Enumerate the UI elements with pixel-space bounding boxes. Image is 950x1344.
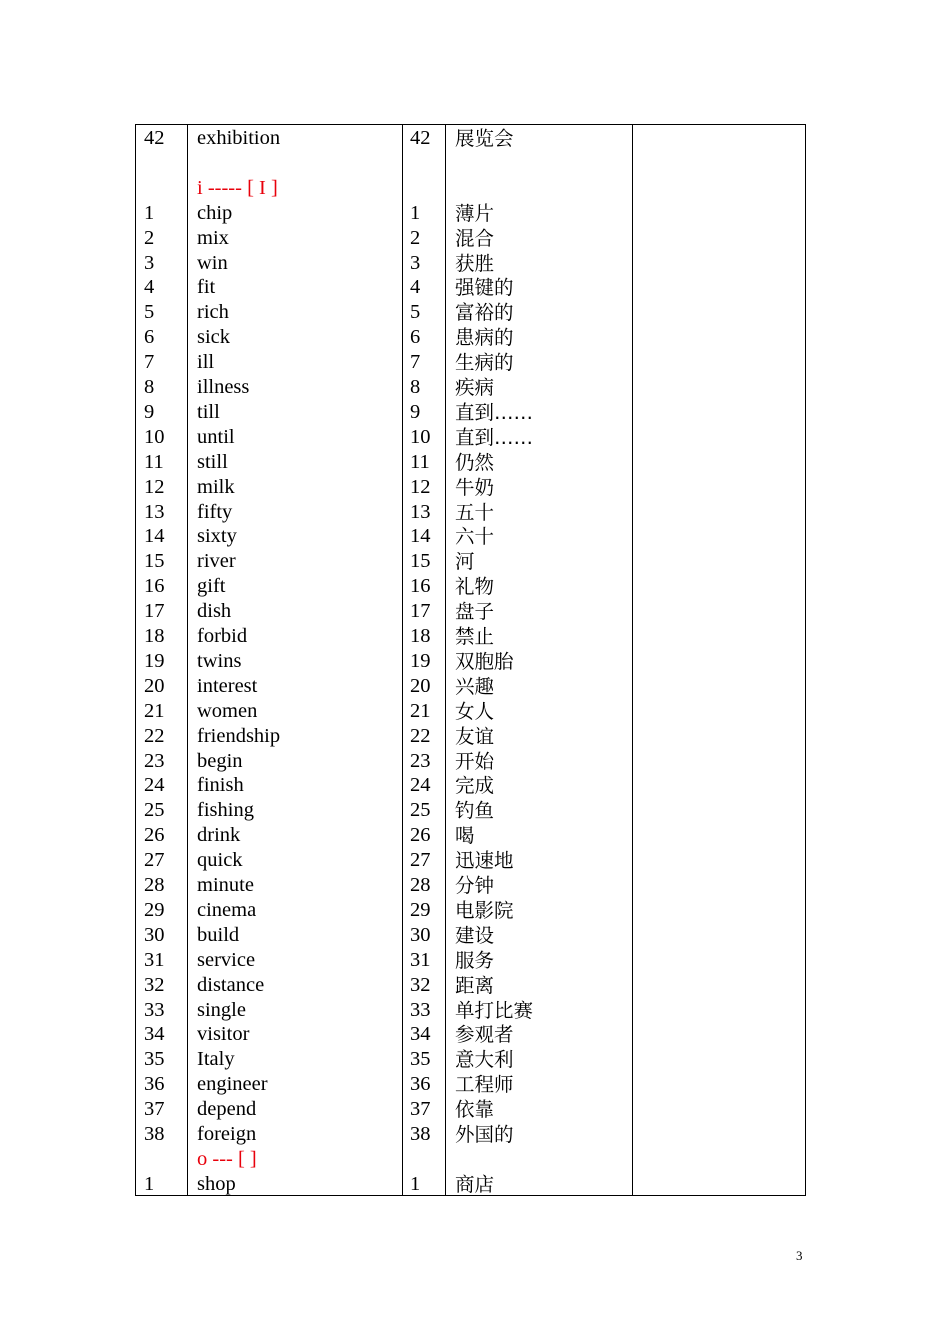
row-number: 19 xyxy=(410,649,431,672)
chinese-meaning: 外国的 xyxy=(455,1123,514,1146)
row-number: 27 xyxy=(410,849,431,872)
row-number: 17 xyxy=(410,600,431,623)
chinese-meaning: 生病的 xyxy=(455,351,514,375)
row-number: 14 xyxy=(410,525,431,548)
chinese-meaning: 电影院 xyxy=(455,898,514,922)
english-word: fit xyxy=(197,276,216,299)
row-number: 29 xyxy=(144,898,165,921)
english-word: river xyxy=(197,550,236,573)
english-word-column xyxy=(188,125,403,1195)
chinese-meaning: 仍然 xyxy=(455,450,495,474)
row-number: 7 xyxy=(144,351,155,374)
row-number: 26 xyxy=(144,824,165,847)
chinese-meaning: 获胜 xyxy=(455,251,495,275)
row-number: 10 xyxy=(144,425,165,448)
chinese-meaning: 患病的 xyxy=(455,326,514,350)
english-word: ill xyxy=(197,351,215,374)
english-word: cinema xyxy=(197,898,257,921)
chinese-meaning: 女人 xyxy=(455,699,495,723)
row-number: 33 xyxy=(410,998,431,1021)
row-number: 36 xyxy=(410,1073,431,1096)
english-word: fifty xyxy=(197,500,233,523)
english-word: shop xyxy=(197,1172,236,1195)
row-number: 33 xyxy=(144,998,165,1021)
row-number: 6 xyxy=(410,326,421,349)
english-word: service xyxy=(197,948,256,971)
row-number: 27 xyxy=(144,849,165,872)
chinese-meaning: 强键的 xyxy=(455,276,514,300)
english-word: exhibition xyxy=(197,127,281,149)
chinese-meaning: 单打比赛 xyxy=(455,998,534,1022)
english-word: engineer xyxy=(197,1073,268,1096)
english-word: sixty xyxy=(197,525,237,548)
chinese-meaning: 礼物 xyxy=(455,575,495,599)
chinese-meaning: 兴趣 xyxy=(455,674,495,698)
chinese-meaning: 盘子 xyxy=(455,600,495,624)
row-number: 42 xyxy=(144,127,165,149)
english-word: dish xyxy=(197,600,232,623)
row-number: 23 xyxy=(410,749,431,772)
chinese-meaning: 河 xyxy=(455,550,475,574)
chinese-meaning: 分钟 xyxy=(455,874,495,897)
english-word: interest xyxy=(197,674,258,697)
row-number: 8 xyxy=(410,376,421,398)
english-word: chip xyxy=(197,201,233,224)
english-word: fishing xyxy=(197,799,254,822)
row-number: 23 xyxy=(144,749,165,772)
english-word: forbid xyxy=(197,625,248,647)
row-number: 22 xyxy=(144,724,165,747)
row-number: 13 xyxy=(410,500,431,523)
chinese-meaning: 开始 xyxy=(455,749,495,773)
row-number: 6 xyxy=(144,326,155,349)
row-number: 19 xyxy=(144,649,165,672)
blank-column xyxy=(633,125,805,1195)
row-number: 4 xyxy=(410,276,421,299)
row-number: 1 xyxy=(144,1172,155,1195)
row-number: 7 xyxy=(410,351,421,374)
english-word: depend xyxy=(197,1098,257,1121)
row-number: 30 xyxy=(410,923,431,946)
row-number: 25 xyxy=(410,799,431,822)
row-number: 28 xyxy=(410,874,431,896)
english-word: Italy xyxy=(197,1048,235,1071)
row-number: 4 xyxy=(144,276,155,299)
english-word: build xyxy=(197,923,240,946)
english-word: single xyxy=(197,998,246,1021)
row-number: 1 xyxy=(410,201,421,224)
english-word: quick xyxy=(197,849,243,872)
row-number: 31 xyxy=(410,948,431,971)
row-number: 3 xyxy=(144,251,155,274)
chinese-meaning: 混合 xyxy=(455,226,495,250)
row-number: 38 xyxy=(410,1123,431,1145)
chinese-meaning: 完成 xyxy=(455,774,495,798)
chinese-meaning-column xyxy=(446,125,633,1195)
english-word: begin xyxy=(197,749,243,772)
row-number: 24 xyxy=(410,774,431,797)
row-number: 38 xyxy=(144,1123,165,1145)
chinese-meaning: 牛奶 xyxy=(455,475,495,499)
row-number: 21 xyxy=(410,699,431,722)
chinese-meaning: 喝 xyxy=(455,824,475,848)
row-number: 18 xyxy=(144,625,165,647)
row-number: 16 xyxy=(144,575,165,598)
english-word: distance xyxy=(197,973,265,996)
row-number: 34 xyxy=(144,1023,165,1046)
row-number: 5 xyxy=(144,301,155,324)
row-number: 17 xyxy=(144,600,165,623)
chinese-meaning: 薄片 xyxy=(455,201,495,225)
chinese-meaning: 工程师 xyxy=(455,1073,514,1097)
row-number: 30 xyxy=(144,923,165,946)
english-word: foreign xyxy=(197,1123,257,1145)
row-number: 20 xyxy=(410,674,431,697)
english-word: still xyxy=(197,450,228,473)
english-word: finish xyxy=(197,774,244,797)
row-number: 32 xyxy=(410,973,431,996)
row-number: 11 xyxy=(410,450,430,473)
english-word: women xyxy=(197,699,258,722)
row-number: 29 xyxy=(410,898,431,921)
chinese-meaning: 意大利 xyxy=(455,1048,514,1072)
row-number: 24 xyxy=(144,774,165,797)
english-word: win xyxy=(197,251,228,274)
chinese-meaning: 参观者 xyxy=(455,1023,514,1047)
english-word: drink xyxy=(197,824,241,847)
chinese-meaning: 双胞胎 xyxy=(455,649,514,673)
english-word: visitor xyxy=(197,1023,250,1046)
row-number: 1 xyxy=(410,1172,421,1195)
chinese-meaning: 六十 xyxy=(455,525,495,549)
row-number: 2 xyxy=(410,226,421,249)
row-number: 26 xyxy=(410,824,431,847)
english-word: rich xyxy=(197,301,229,324)
row-number: 18 xyxy=(410,625,431,647)
row-number: 11 xyxy=(144,450,164,473)
chinese-meaning: 富裕的 xyxy=(455,301,514,325)
english-word: illness xyxy=(197,376,250,398)
row-number: 42 xyxy=(410,127,431,149)
row-number: 34 xyxy=(410,1023,431,1046)
chinese-meaning: 禁止 xyxy=(455,625,495,648)
chinese-meaning: 五十 xyxy=(455,500,495,524)
row-number: 28 xyxy=(144,874,165,896)
row-number: 36 xyxy=(144,1073,165,1096)
row-number: 16 xyxy=(410,575,431,598)
row-number: 20 xyxy=(144,674,165,697)
row-number: 1 xyxy=(144,201,155,224)
number-column-right xyxy=(403,125,446,1195)
chinese-meaning: 商店 xyxy=(455,1172,495,1196)
row-number: 9 xyxy=(144,400,155,423)
row-number: 2 xyxy=(144,226,155,249)
row-number: 21 xyxy=(144,699,165,722)
page-number: 3 xyxy=(796,1248,803,1263)
row-number: 3 xyxy=(410,251,421,274)
section-header-o: o --- [ ] xyxy=(197,1147,257,1170)
row-number: 13 xyxy=(144,500,165,523)
english-word: minute xyxy=(197,874,254,896)
row-number: 12 xyxy=(144,475,165,498)
row-number: 15 xyxy=(410,550,431,573)
chinese-meaning: 距离 xyxy=(455,973,495,997)
row-number: 37 xyxy=(144,1098,165,1121)
chinese-meaning: 展览会 xyxy=(455,127,514,150)
row-number: 37 xyxy=(410,1098,431,1121)
english-word: till xyxy=(197,400,220,423)
english-word: friendship xyxy=(197,724,281,747)
chinese-meaning: 疾病 xyxy=(455,376,495,399)
row-number: 35 xyxy=(144,1048,165,1071)
row-number: 31 xyxy=(144,948,165,971)
chinese-meaning: 钓鱼 xyxy=(455,799,495,823)
row-number: 9 xyxy=(410,400,421,423)
section-header-i: i ----- [ I ] xyxy=(197,176,278,199)
vocabulary-table xyxy=(135,124,806,1196)
number-column-left xyxy=(136,125,188,1195)
row-number: 5 xyxy=(410,301,421,324)
chinese-meaning: 友谊 xyxy=(455,724,495,748)
chinese-meaning: 迅速地 xyxy=(455,849,514,873)
english-word: milk xyxy=(197,475,235,498)
chinese-meaning: 直到…… xyxy=(455,425,534,449)
row-number: 25 xyxy=(144,799,165,822)
row-number: 35 xyxy=(410,1048,431,1071)
english-word: mix xyxy=(197,226,229,249)
english-word: twins xyxy=(197,649,242,672)
chinese-meaning: 依靠 xyxy=(455,1098,495,1122)
english-word: until xyxy=(197,425,235,448)
row-number: 32 xyxy=(144,973,165,996)
row-number: 22 xyxy=(410,724,431,747)
chinese-meaning: 服务 xyxy=(455,948,495,972)
english-word: gift xyxy=(197,575,226,598)
row-number: 8 xyxy=(144,376,155,398)
row-number: 15 xyxy=(144,550,165,573)
row-number: 12 xyxy=(410,475,431,498)
english-word: sick xyxy=(197,326,231,349)
row-number: 14 xyxy=(144,525,165,548)
chinese-meaning: 建设 xyxy=(455,923,495,947)
row-number: 10 xyxy=(410,425,431,448)
chinese-meaning: 直到…… xyxy=(455,400,534,424)
